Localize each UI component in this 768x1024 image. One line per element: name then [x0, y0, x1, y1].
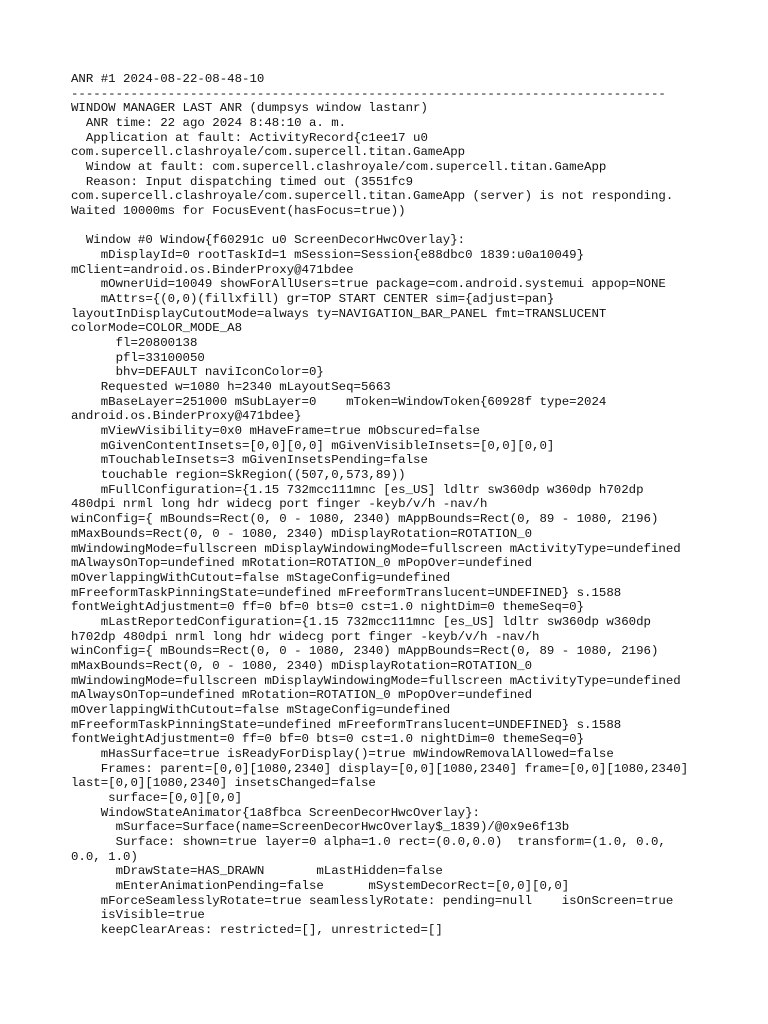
log-line: 0.0, 1.0) — [71, 849, 138, 864]
log-line: mMaxBounds=Rect(0, 0 - 1080, 2340) mDisplayRotation=ROTATION_0 — [71, 526, 533, 541]
log-line: mOverlappingWithCutout=false mStageConfig=undefined — [71, 570, 451, 585]
log-line: fontWeightAdjustment=0 ff=0 bf=0 bts=0 cst=1.0 nightDim=0 themeSeq=0} — [71, 600, 585, 615]
log-line: bhv=DEFAULT naviIconColor=0} — [71, 365, 324, 380]
log-line: -------------------------------------------------------------------------------- — [71, 86, 666, 101]
log-line: Requested w=1080 h=2340 mLayoutSeq=5663 — [71, 380, 391, 395]
log-line: mAlwaysOnTop=undefined mRotation=ROTATION_0 mPopOver=undefined — [71, 688, 533, 703]
log-line: Waited 10000ms for FocusEvent(hasFocus=true)) — [71, 204, 406, 219]
log-line: Reason: Input dispatching timed out (3551fc9 — [71, 174, 414, 189]
log-line: h702dp 480dpi nrml long hdr widecg port finger -keyb/v/h -nav/h — [71, 629, 540, 644]
log-line: winConfig={ mBounds=Rect(0, 0 - 1080, 2340) mAppBounds=Rect(0, 89 - 1080, 2196) — [71, 512, 659, 527]
log-line: mSurface=Surface(name=ScreenDecorHwcOverlay$_1839)/@0x9e6f13b — [71, 820, 570, 835]
log-line: mOwnerUid=10049 showForAllUsers=true package=com.android.systemui appop=NONE — [71, 277, 666, 292]
log-line: mFullConfiguration={1.15 732mcc111mnc [es_US] ldltr sw360dp w360dp h702dp — [71, 482, 644, 497]
log-line: com.supercell.clashroyale/com.supercell.titan.GameApp — [71, 145, 466, 160]
log-line: ANR #1 2024-08-22-08-48-10 — [71, 72, 265, 86]
log-line: layoutInDisplayCutoutMode=always ty=NAVIGATION_BAR_PANEL fmt=TRANSLUCENT — [71, 306, 607, 321]
log-line: Surface: shown=true layer=0 alpha=1.0 rect=(0.0,0.0) transform=(1.0, 0.0, — [71, 834, 666, 849]
log-line: fl=20800138 — [71, 336, 198, 351]
log-line: mBaseLayer=251000 mSubLayer=0 mToken=WindowToken{60928f type=2024 — [71, 394, 607, 409]
log-line — [71, 219, 721, 234]
log-line: mOverlappingWithCutout=false mStageConfig=undefined — [71, 702, 451, 717]
log-line: mClient=android.os.BinderProxy@471bdee — [71, 262, 354, 277]
log-line: mAlwaysOnTop=undefined mRotation=ROTATION_0 mPopOver=undefined — [71, 556, 533, 571]
log-line: mViewVisibility=0x0 mHaveFrame=true mObscured=false — [71, 424, 480, 439]
log-line: pfl=33100050 — [71, 350, 205, 365]
log-line: Window at fault: com.supercell.clashroyale/com.supercell.titan.GameApp — [71, 160, 607, 175]
log-line: android.os.BinderProxy@471bdee} — [71, 409, 302, 424]
log-line: WindowStateAnimator{1a8fbca ScreenDecorHwcOverlay}: — [71, 805, 480, 820]
log-line: mDrawState=HAS_DRAWN mLastHidden=false — [71, 864, 443, 879]
log-line: mFreeformTaskPinningState=undefined mFreeformTranslucent=UNDEFINED} s.1588 — [71, 585, 622, 600]
log-line: com.supercell.clashroyale/com.supercell.titan.GameApp (server) is not responding. — [71, 189, 674, 204]
log-line: mHasSurface=true isReadyForDisplay()=true mWindowRemovalAllowed=false — [71, 746, 614, 761]
log-line: last=[0,0][1080,2340] insetsChanged=false — [71, 776, 376, 791]
log-line: mGivenContentInsets=[0,0][0,0] mGivenVisibleInsets=[0,0][0,0] — [71, 438, 555, 453]
log-line: mEnterAnimationPending=false mSystemDecorRect=[0,0][0,0] — [71, 878, 570, 893]
log-line: ANR time: 22 ago 2024 8:48:10 a. m. — [71, 116, 347, 131]
anr-log-text — [71, 72, 721, 938]
log-line: fontWeightAdjustment=0 ff=0 bf=0 bts=0 cst=1.0 nightDim=0 themeSeq=0} — [71, 732, 585, 747]
log-line: isVisible=true — [71, 908, 205, 923]
log-line: keepClearAreas: restricted=[], unrestricted=[] — [71, 922, 443, 937]
log-line: Application at fault: ActivityRecord{c1ee17 u0 — [71, 130, 428, 145]
log-line: WINDOW MANAGER LAST ANR (dumpsys window lastanr) — [71, 101, 428, 116]
log-line: touchable region=SkRegion((507,0,573,89)) — [71, 468, 406, 483]
log-line: mAttrs={(0,0)(fillxfill) gr=TOP START CENTER sim={adjust=pan} — [71, 292, 555, 307]
log-line: mTouchableInsets=3 mGivenInsetsPending=false — [71, 453, 428, 468]
log-line: 480dpi nrml long hdr widecg port finger -keyb/v/h -nav/h — [71, 497, 488, 512]
log-line: Frames: parent=[0,0][1080,2340] display=[0,0][1080,2340] frame=[0,0][1080,2340] — [71, 761, 689, 776]
log-line: Window #0 Window{f60291c u0 ScreenDecorHwcOverlay}: — [71, 233, 466, 248]
log-line: surface=[0,0][0,0] — [71, 790, 243, 805]
log-line: winConfig={ mBounds=Rect(0, 0 - 1080, 2340) mAppBounds=Rect(0, 89 - 1080, 2196) — [71, 644, 659, 659]
log-line: colorMode=COLOR_MODE_A8 — [71, 321, 243, 336]
log-line: mDisplayId=0 rootTaskId=1 mSession=Session{e88dbc0 1839:u0a10049} — [71, 248, 585, 263]
log-line: mLastReportedConfiguration={1.15 732mcc111mnc [es_US] ldltr sw360dp w360dp — [71, 614, 651, 629]
log-line: mForceSeamlesslyRotate=true seamlesslyRotate: pending=null isOnScreen=true — [71, 893, 674, 908]
log-line: mWindowingMode=fullscreen mDisplayWindowingMode=fullscreen mActivityType=undefined — [71, 673, 681, 688]
log-line: mFreeformTaskPinningState=undefined mFreeformTranslucent=UNDEFINED} s.1588 — [71, 717, 622, 732]
log-line: mMaxBounds=Rect(0, 0 - 1080, 2340) mDisplayRotation=ROTATION_0 — [71, 658, 533, 673]
log-line: mWindowingMode=fullscreen mDisplayWindowingMode=fullscreen mActivityType=undefined — [71, 541, 681, 556]
